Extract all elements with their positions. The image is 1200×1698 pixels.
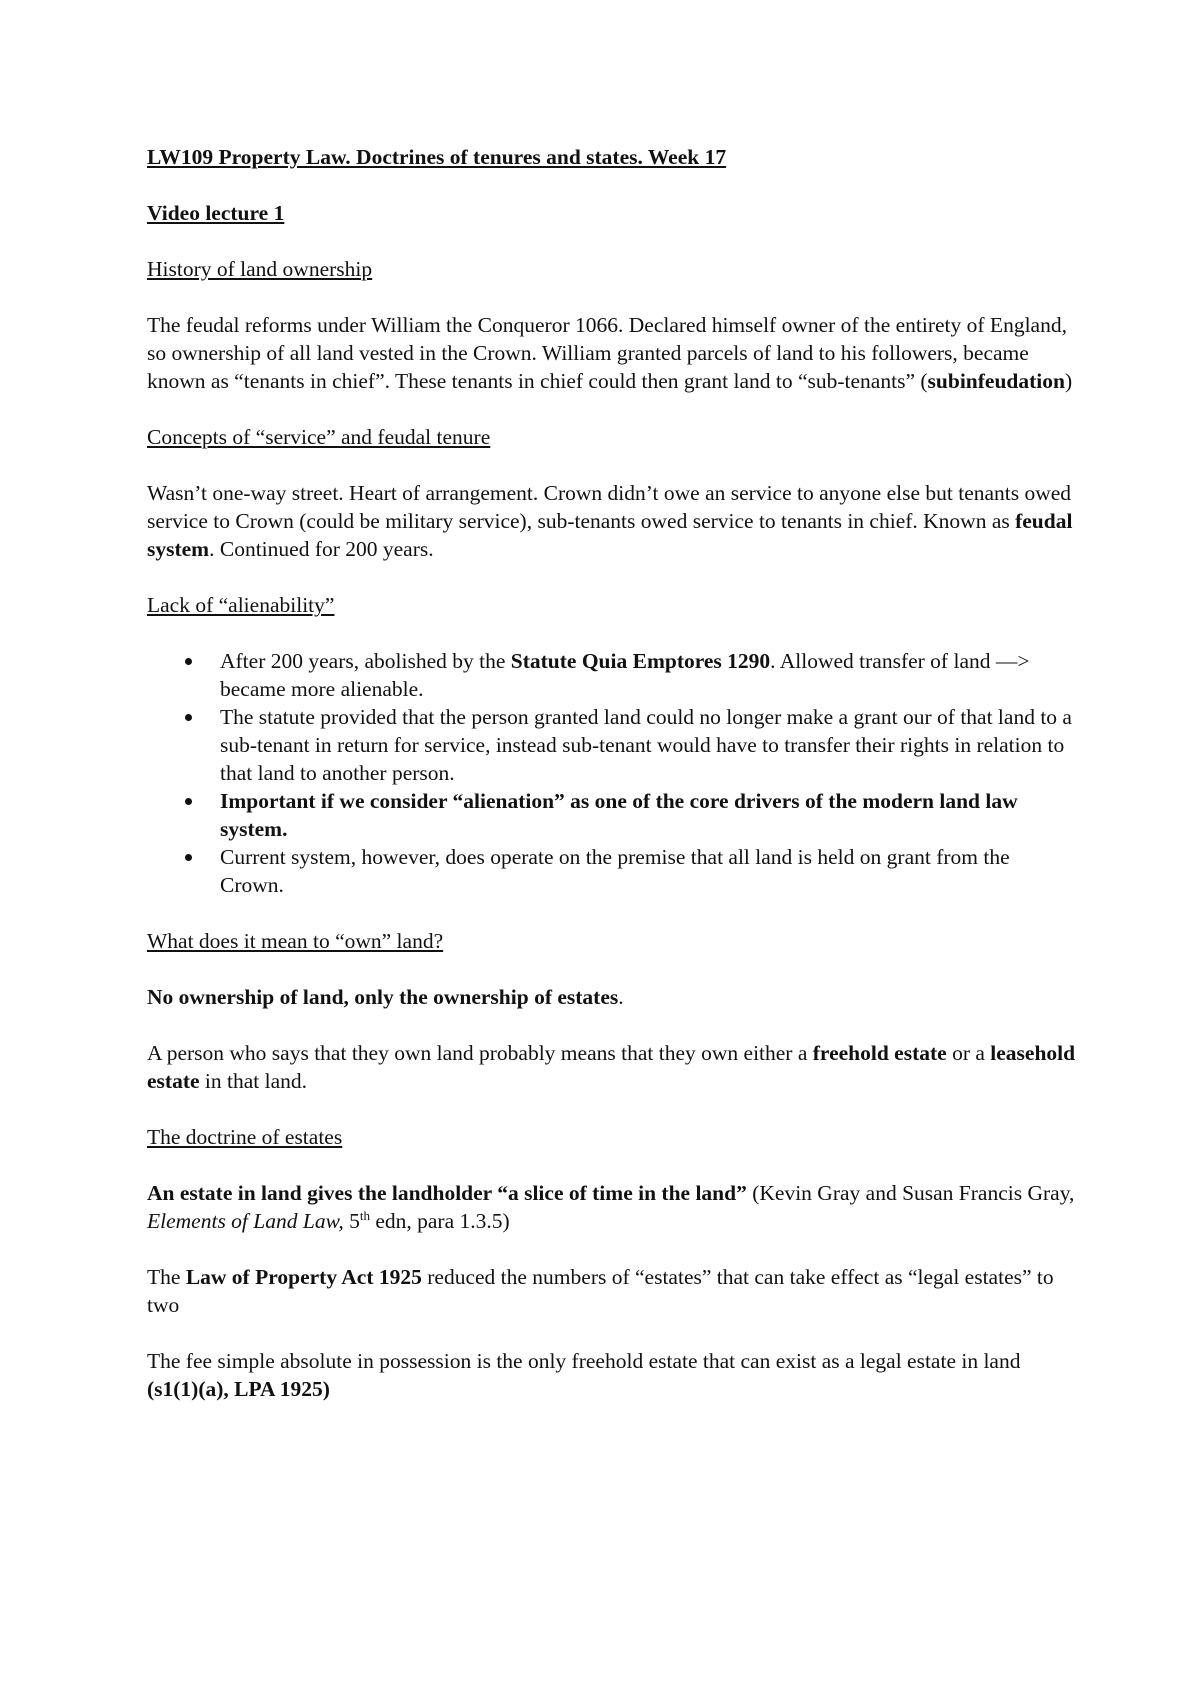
- list-item: [147, 843, 1077, 899]
- section-heading-own-land: [147, 927, 1077, 955]
- citation-s1-lpa: (s1(1)(a), LPA 1925): [147, 1377, 330, 1401]
- section-heading-history-text: History of land ownership: [147, 257, 373, 281]
- section-heading-alienability-text: Lack of “alienability”: [147, 593, 335, 617]
- citation-edition-suffix: th: [359, 1207, 370, 1223]
- term-statute-quia-emptores: Statute Quia Emptores 1290: [510, 649, 771, 673]
- paragraph-lpa-1925: [147, 1263, 1077, 1319]
- statement-no-ownership-end: .: [618, 985, 624, 1009]
- paragraph-lpa-1925-start: The: [147, 1265, 186, 1289]
- paragraph-service: [147, 479, 1077, 563]
- paragraph-estates-owned-mid: or a: [946, 1041, 991, 1065]
- section-heading-service: [147, 423, 1077, 451]
- section-heading-doctrine-estates-text: The doctrine of estates: [147, 1125, 343, 1149]
- list-item: [147, 787, 1077, 843]
- bullet-4-text: Current system, however, does operate on the premise that all land is held on grant from the Crown.: [220, 845, 1010, 897]
- term-freehold-estate: freehold estate: [812, 1041, 947, 1065]
- section-heading-doctrine-estates: [147, 1123, 1077, 1151]
- document-body: [147, 143, 1077, 1431]
- bullet-2-text: The statute provided that the person granted land could no longer make a grant our of that land to a sub-tenant in return for service, instead sub-tenant would have to transfer their rights in relation to that land to another person.: [220, 705, 1072, 785]
- bullet-icon: [185, 658, 192, 665]
- section-heading-service-text: Concepts of “service” and feudal tenure: [147, 425, 491, 449]
- paragraph-history-text: The feudal reforms under William the Conqueror 1066. Declared himself owner of the entirety of England, so ownership of all land vested in the Crown. William granted parcels of land to his followers, became known as “tenants in chief”. These tenants in chief could then grant land to “sub-tenants” (: [147, 313, 1067, 393]
- term-subinfeudation: subinfeudation: [927, 369, 1065, 393]
- paragraph-history-end: ): [1064, 369, 1073, 393]
- bullet-icon: [185, 714, 192, 721]
- bullet-icon: [185, 798, 192, 805]
- paragraph-no-ownership: [147, 983, 1077, 1011]
- citation-book-title: Elements of Land Law,: [147, 1209, 344, 1233]
- document-title-text: LW109 Property Law. Doctrines of tenures and states. Week 17: [147, 145, 727, 169]
- statement-no-ownership: No ownership of land, only the ownership of estates: [147, 985, 619, 1009]
- paragraph-lpa-1925-end: reduced the numbers of “estates” that can take effect as “legal estates” to two: [147, 1265, 1054, 1317]
- paragraph-estates-owned-end: in that land.: [199, 1069, 308, 1093]
- citation-authors: (Kevin Gray and Susan Francis Gray,: [746, 1181, 1075, 1205]
- document-title: [147, 143, 1077, 171]
- list-item: [147, 647, 1077, 703]
- paragraph-fee-simple-text: The fee simple absolute in possession is the only freehold estate that can exist as a legal estate in land: [147, 1349, 1021, 1373]
- document-subtitle: [147, 199, 1077, 227]
- statement-slice-of-time: An estate in land gives the landholder “a slice of time in the land”: [147, 1181, 747, 1205]
- paragraph-estates-owned: [147, 1039, 1077, 1095]
- bullet-3-text: Important if we consider “alienation” as one of the core drivers of the modern land law system.: [220, 789, 1018, 841]
- citation-edition-number: 5: [343, 1209, 360, 1233]
- citation-end: edn, para 1.3.5): [369, 1209, 510, 1233]
- term-feudal-system: feudal system: [147, 509, 1073, 561]
- bullet-icon: [185, 854, 192, 861]
- document-subtitle-text: Video lecture 1: [147, 201, 285, 225]
- section-heading-own-land-text: What does it mean to “own” land?: [147, 929, 444, 953]
- paragraph-service-text: Wasn’t one-way street. Heart of arrangement. Crown didn’t owe an service to anyone else but tenants owed service to Crown (could be military service), sub-tenants owed service to tenants in chief. Known as: [147, 481, 1072, 533]
- alienability-bullet-list: [147, 647, 1077, 899]
- paragraph-slice-of-time: [147, 1179, 1077, 1235]
- paragraph-service-end: . Continued for 200 years.: [209, 537, 434, 561]
- paragraph-estates-owned-text: A person who says that they own land probably means that they own either a: [147, 1041, 813, 1065]
- section-heading-alienability: [147, 591, 1077, 619]
- bullet-1-end: . Allowed transfer of land —> became more alienable.: [220, 649, 1030, 701]
- bullet-1-text: After 200 years, abolished by the: [220, 649, 511, 673]
- section-heading-history: [147, 255, 1077, 283]
- term-leasehold-estate: leasehold estate: [147, 1041, 1076, 1093]
- list-item: [147, 703, 1077, 787]
- paragraph-fee-simple: [147, 1347, 1077, 1403]
- term-law-of-property-act: Law of Property Act 1925: [185, 1265, 422, 1289]
- paragraph-history: [147, 311, 1077, 395]
